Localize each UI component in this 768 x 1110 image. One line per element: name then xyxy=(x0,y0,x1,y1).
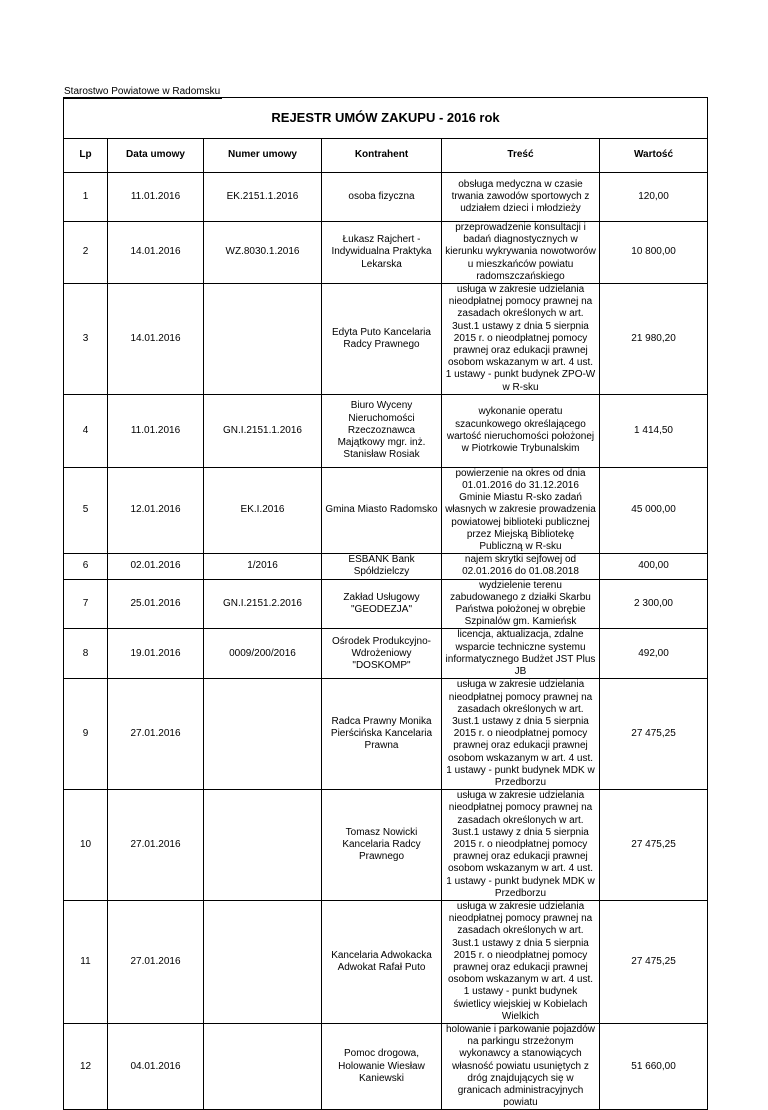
cell-contractor: Ośrodek Produkcyjno-Wdrożeniowy "DOSKOMP" xyxy=(322,629,442,679)
column-header-date: Data umowy xyxy=(108,139,204,173)
cell-contractor: Gmina Miasto Radomsko xyxy=(322,467,442,553)
cell-date: 27.01.2016 xyxy=(108,679,204,790)
cell-content: najem skrytki sejfowej od 02.01.2016 do 01.08.2018 xyxy=(442,554,600,579)
column-header-lp: Lp xyxy=(64,139,108,173)
contracts-register-table xyxy=(63,97,708,1110)
cell-date: 27.01.2016 xyxy=(108,790,204,901)
cell-date: 04.01.2016 xyxy=(108,1023,204,1109)
cell-content: usługa w zakresie udzielania nieodpłatnej pomocy prawnej na zasadach określonych w art. 3ust.1 ustawy z dnia 5 sierpnia 2015 r. o nieodpłatnej pomocy prawnej oraz edukacji prawnej osobom wskazanym w art. 4 ust. 1 ustawy - punkt budynek świetlicy wiejskiej w Kobielach Wielkich xyxy=(442,900,600,1023)
cell-content: powierzenie na okres od dnia 01.01.2016 do 31.12.2016 Gminie Miastu R-sko zadań własnych w zakresie prowadzenia powiatowej biblioteki publicznej przez Miejską Bibliotekę Publiczną w R-sku xyxy=(442,467,600,553)
register-title: REJESTR UMÓW ZAKUPU - 2016 rok xyxy=(64,98,708,139)
table-row xyxy=(64,222,708,284)
cell-content: obsługa medyczna w czasie trwania zawodów sportowych z udziałem dzieci i młodzieży xyxy=(442,173,600,222)
cell-lp: 9 xyxy=(64,679,108,790)
cell-value: 45 000,00 xyxy=(600,467,708,553)
column-header-number: Numer umowy xyxy=(204,139,322,173)
cell-number xyxy=(204,679,322,790)
cell-content: usługa w zakresie udzielania nieodpłatnej pomocy prawnej na zasadach określonych w art. 3ust.1 ustawy z dnia 5 sierpnia 2015 r. o nieodpłatnej pomocy prawnej oraz edukacji prawnej osobom wskazanym w art. 4 ust. 1 ustawy - punkt budynek ZPO-W w R-sku xyxy=(442,284,600,395)
cell-number: EK.I.2016 xyxy=(204,467,322,553)
cell-contractor: Łukasz Rajchert - Indywidualna Praktyka Lekarska xyxy=(322,222,442,284)
cell-content: usługa w zakresie udzielania nieodpłatnej pomocy prawnej na zasadach określonych w art. 3ust.1 ustawy z dnia 5 sierpnia 2015 r. o nieodpłatnej pomocy prawnej oraz edukacji prawnej osobom wskazanym w art. 4 ust. 1 ustawy - punkt budynek MDK w Przedborzu xyxy=(442,790,600,901)
cell-content: licencja, aktualizacja, zdalne wsparcie techniczne systemu informatycznego Budżet JST Plus JB xyxy=(442,629,600,679)
cell-content: wydzielenie terenu zabudowanego z działki Skarbu Państwa położonej w obrębie Szpinalów gm. Kamieńsk xyxy=(442,579,600,629)
column-header-content: Treść xyxy=(442,139,600,173)
column-header-value: Wartość xyxy=(600,139,708,173)
cell-lp: 3 xyxy=(64,284,108,395)
cell-number: GN.I.2151.2.2016 xyxy=(204,579,322,629)
cell-date: 02.01.2016 xyxy=(108,554,204,579)
cell-content: wykonanie operatu szacunkowego określającego wartość nieruchomości położonej w Piotrkowie Trybunalskim xyxy=(442,394,600,467)
cell-value: 10 800,00 xyxy=(600,222,708,284)
cell-lp: 11 xyxy=(64,900,108,1023)
cell-value: 27 475,25 xyxy=(600,679,708,790)
cell-number xyxy=(204,1023,322,1109)
column-header-row xyxy=(64,139,708,173)
cell-lp: 2 xyxy=(64,222,108,284)
cell-lp: 5 xyxy=(64,467,108,553)
table-row xyxy=(64,554,708,579)
cell-value: 2 300,00 xyxy=(600,579,708,629)
cell-lp: 8 xyxy=(64,629,108,679)
cell-value: 120,00 xyxy=(600,173,708,222)
cell-lp: 10 xyxy=(64,790,108,901)
cell-number: EK.2151.1.2016 xyxy=(204,173,322,222)
column-header-contractor: Kontrahent xyxy=(322,139,442,173)
cell-contractor: Edyta Puto Kancelaria Radcy Prawnego xyxy=(322,284,442,395)
organization-name: Starostwo Powiatowe w Radomsku xyxy=(64,86,221,97)
cell-lp: 12 xyxy=(64,1023,108,1109)
cell-value: 492,00 xyxy=(600,629,708,679)
cell-contractor: Biuro Wyceny Nieruchomości Rzeczoznawca Majątkowy mgr. inż. Stanisław Rosiak xyxy=(322,394,442,467)
cell-number: 0009/200/2016 xyxy=(204,629,322,679)
cell-number: 1/2016 xyxy=(204,554,322,579)
table-row xyxy=(64,579,708,629)
cell-date: 12.01.2016 xyxy=(108,467,204,553)
table-row xyxy=(64,467,708,553)
cell-number: GN.I.2151.1.2016 xyxy=(204,394,322,467)
cell-value: 21 980,20 xyxy=(600,284,708,395)
table-row xyxy=(64,394,708,467)
cell-date: 14.01.2016 xyxy=(108,284,204,395)
cell-value: 400,00 xyxy=(600,554,708,579)
table-row xyxy=(64,629,708,679)
cell-contractor: Zakład Usługowy "GEODEZJA" xyxy=(322,579,442,629)
cell-content: usługa w zakresie udzielania nieodpłatnej pomocy prawnej na zasadach określonych w art. 3ust.1 ustawy z dnia 5 sierpnia 2015 r. o nieodpłatnej pomocy prawnej oraz edukacji prawnej osobom wskazanym w art. 4 ust. 1 ustawy - punkt budynek MDK w Przedborzu xyxy=(442,679,600,790)
cell-number: WZ.8030.1.2016 xyxy=(204,222,322,284)
cell-date: 11.01.2016 xyxy=(108,394,204,467)
cell-contractor: Kancelaria Adwokacka Adwokat Rafał Puto xyxy=(322,900,442,1023)
cell-value: 1 414,50 xyxy=(600,394,708,467)
cell-number xyxy=(204,900,322,1023)
cell-date: 25.01.2016 xyxy=(108,579,204,629)
table-row xyxy=(64,900,708,1023)
cell-value: 51 660,00 xyxy=(600,1023,708,1109)
cell-lp: 7 xyxy=(64,579,108,629)
cell-lp: 6 xyxy=(64,554,108,579)
cell-number xyxy=(204,284,322,395)
cell-content: przeprowadzenie konsultacji i badań diagnostycznych w kierunku wykrywania nowotworów u mieszkańców powiatu radomszczańskiego xyxy=(442,222,600,284)
cell-contractor: Tomasz Nowicki Kancelaria Radcy Prawnego xyxy=(322,790,442,901)
table-row xyxy=(64,679,708,790)
cell-content: holowanie i parkowanie pojazdów na parkingu strzeżonym wykonawcy a stanowiących własność powiatu usuniętych z dróg znajdujących się w granicach administracyjnych powiatu xyxy=(442,1023,600,1109)
cell-lp: 4 xyxy=(64,394,108,467)
cell-date: 11.01.2016 xyxy=(108,173,204,222)
cell-number xyxy=(204,790,322,901)
cell-contractor: Pomoc drogowa, Holowanie Wiesław Kaniewski xyxy=(322,1023,442,1109)
cell-date: 27.01.2016 xyxy=(108,900,204,1023)
table-row xyxy=(64,1023,708,1109)
table-row xyxy=(64,284,708,395)
cell-value: 27 475,25 xyxy=(600,790,708,901)
table-row xyxy=(64,790,708,901)
cell-contractor: Radca Prawny Monika Pierścińska Kancelaria Prawna xyxy=(322,679,442,790)
cell-contractor: osoba fizyczna xyxy=(322,173,442,222)
cell-value: 27 475,25 xyxy=(600,900,708,1023)
cell-date: 14.01.2016 xyxy=(108,222,204,284)
cell-lp: 1 xyxy=(64,173,108,222)
cell-date: 19.01.2016 xyxy=(108,629,204,679)
cell-contractor: ESBANK Bank Spółdzielczy xyxy=(322,554,442,579)
table-row xyxy=(64,173,708,222)
